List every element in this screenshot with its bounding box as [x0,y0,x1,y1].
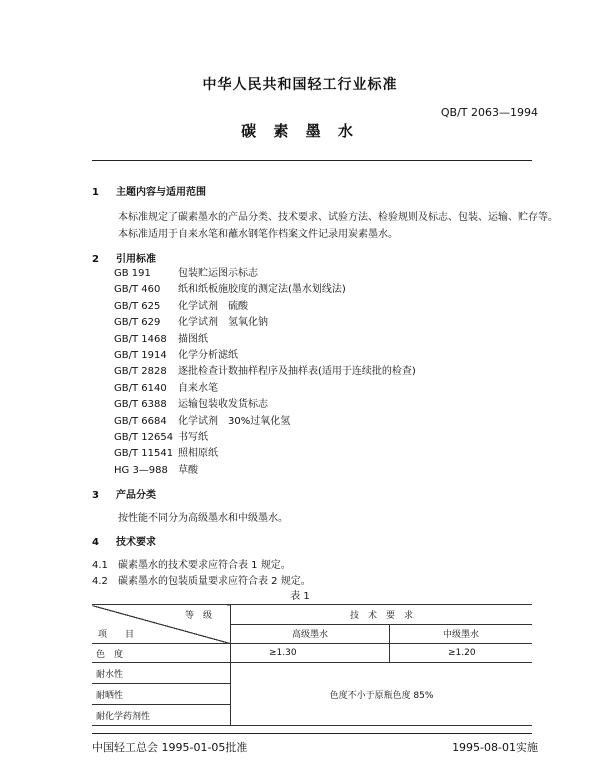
reference-item [114,397,416,413]
reference-item [114,430,416,446]
section-4-heading [92,533,156,548]
clause-text: 碳素墨水的技术要求应符合表 1 规定。 [118,560,291,571]
reference-title: 纸和纸板施胶度的测定法(墨水划线法) [178,284,346,296]
reference-code: GB/T 6684 [114,415,167,427]
section-2-heading [92,250,156,265]
row-label: 色 度 [92,644,231,663]
section-number: 1 [92,187,99,198]
clause-4-2 [92,572,311,587]
table-caption: 表 1 [290,591,310,602]
reference-code: HG 3—988 [114,464,168,476]
row-label: 耐化学药剂性 [92,705,231,726]
reference-title: 草酸 [178,464,198,476]
reference-item [114,266,416,282]
table-row [92,663,532,684]
reference-list [114,266,416,479]
reference-item [114,315,416,331]
table-row [92,644,532,663]
clause-number: 4.1 [92,560,108,571]
row-label: 耐水性 [92,663,231,684]
reference-item [114,364,416,380]
merged-value-cell: 色度不小于原瓶色度 85% [231,663,533,726]
value-mid: ≥1.20 [390,644,533,663]
reference-title: 照相原纸 [178,448,218,460]
section-number: 2 [92,254,99,265]
section-1-heading [92,183,206,198]
table-corner-cell [92,605,231,644]
reference-item [114,282,416,298]
section-title: 主题内容与适用范围 [116,187,206,198]
section-1-para-1: 本标准规定了碳素墨水的产品分类、技术要求、试验方法、检验规则及标志、包装、运输、贮存等。 [118,212,558,223]
effective-date: 1995-08-01实施 [452,741,538,754]
section-1-para-2: 本标准适用于自来水笔和蘸水钢笔作档案文件记录用炭素墨水。 [118,229,398,240]
reference-code: GB 191 [114,268,151,279]
column-header-high: 高级墨水 [231,624,390,644]
reference-title: 运输包装收发货标志 [178,399,268,411]
reference-title: 化学试剂 30%过氧化氢 [178,415,291,427]
reference-item [114,381,416,397]
section-3-para: 按性能不同分为高级墨水和中级墨水。 [118,513,288,524]
reference-item [114,348,416,364]
reference-code: GB/T 460 [114,284,161,296]
section-number: 3 [92,490,99,501]
reference-title: 化学试剂 硫酸 [178,300,248,312]
reference-code: GB/T 629 [114,317,161,329]
clause-4-1 [92,556,291,571]
reference-item [114,446,416,462]
reference-title: 自来水笔 [178,382,218,394]
reference-code: GB/T 1468 [114,333,167,345]
reference-item [114,332,416,348]
reference-title: 逐批检查计数抽样程序及抽样表(适用于连续批的检查) [178,366,416,378]
reference-code: GB/T 6140 [114,382,167,394]
row-label: 耐晒性 [92,684,231,705]
section-number: 4 [92,537,99,548]
reference-item [114,299,416,315]
reference-title: 书写纸 [178,431,208,443]
column-header-mid: 中级墨水 [390,624,533,644]
reference-code: GB/T 2828 [114,366,167,378]
section-title: 引用标准 [116,254,156,265]
section-title: 技术要求 [116,537,156,548]
reference-item [114,463,416,479]
reference-title: 化学试剂 氢氧化钠 [178,317,268,329]
standard-number: QB/T 2063—1994 [440,106,538,119]
reference-code: GB/T 12654 [114,431,174,443]
reference-title: 包装贮运图示标志 [178,268,258,279]
corner-grade-label: 等 级 [184,611,212,621]
reference-title: 描图纸 [178,333,208,345]
clause-number: 4.2 [92,576,108,587]
reference-code: GB/T 1914 [114,349,167,361]
corner-item-label: 项 目 [98,630,135,640]
document-title: 碳 素 墨 水 [241,122,359,140]
reference-code: GB/T 11541 [114,448,174,460]
reference-title: 化学分析滤纸 [178,349,238,361]
reference-item [114,414,416,430]
clause-text: 碳素墨水的包装质量要求应符合表 2 规定。 [118,576,311,587]
reference-code: GB/T 625 [114,300,161,312]
section-title: 产品分类 [116,490,156,501]
approval-info: 中国轻工总会 1995-01-05批准 [92,741,248,754]
header-divider [92,160,532,161]
group-header: 技 术 要 求 [231,605,533,625]
value-high: ≥1.30 [231,644,390,663]
standard-category: 中华人民共和国轻工行业标准 [202,77,398,93]
table-header-row [92,605,532,625]
reference-code: GB/T 6388 [114,399,167,411]
technical-requirements-table [92,604,532,726]
footer-divider [92,733,532,734]
section-3-heading [92,486,156,501]
